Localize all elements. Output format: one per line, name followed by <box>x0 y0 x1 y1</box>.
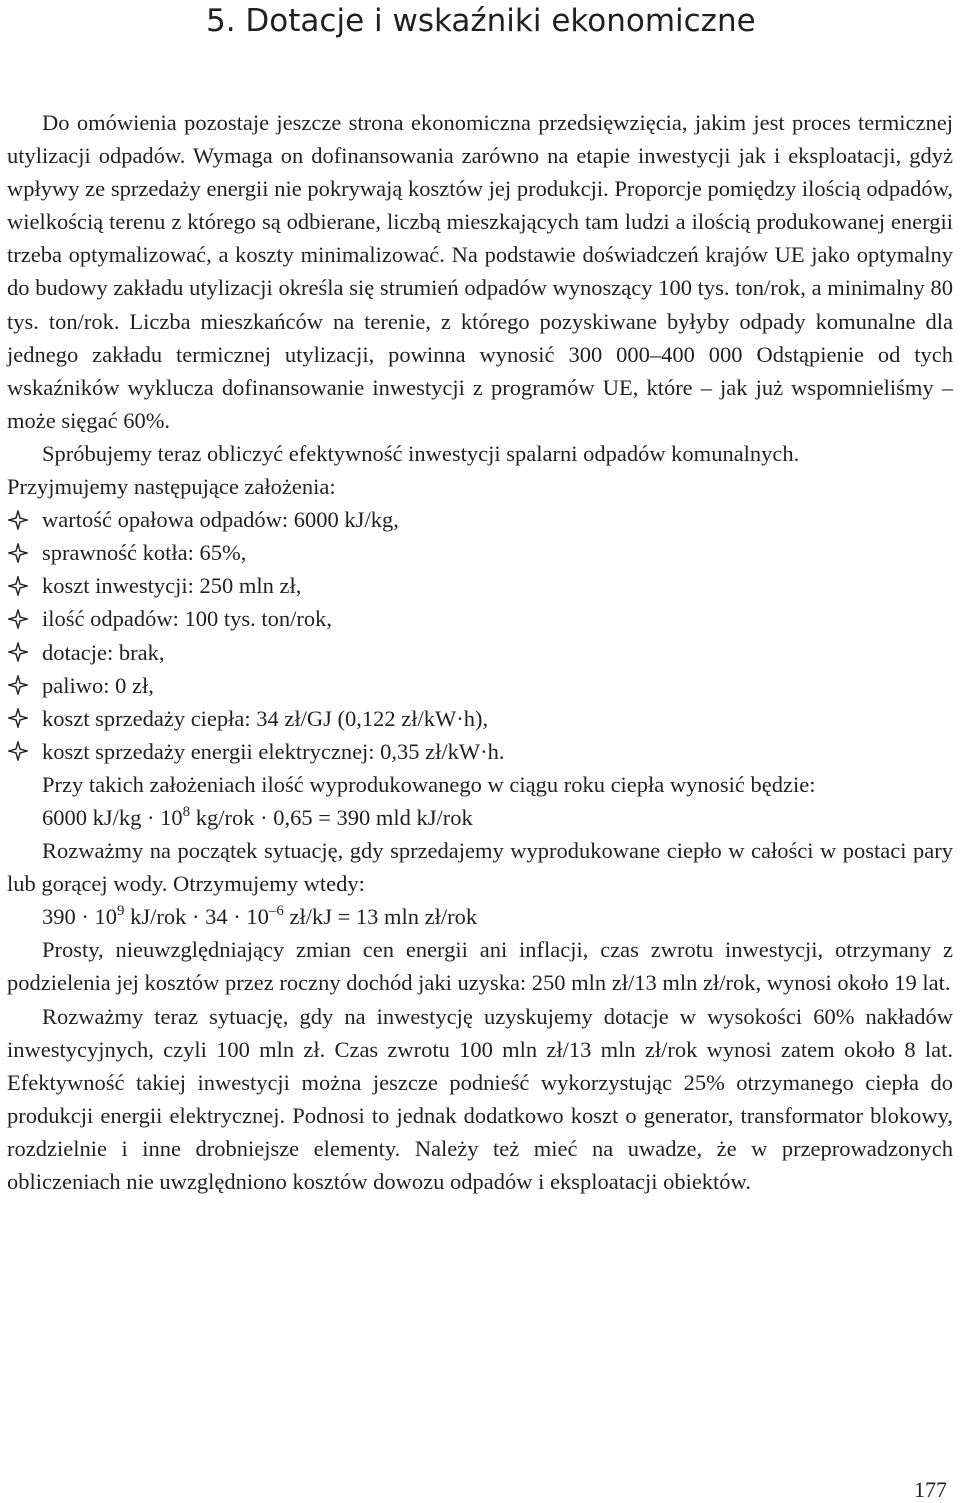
bullet-star-icon <box>7 735 29 768</box>
bullet-star-icon <box>7 536 29 569</box>
document-body <box>7 106 953 1198</box>
intro-paragraph: Do omówienia pozostaje jeszcze strona ekonomiczna przedsięwzięcia, jakim jest proces termicznej utylizacji odpadów. Wymaga on dofinansowania zarówno na etapie inwestycji jak i eksploatacji, gdyż wpływy ze sprzedaży energii nie pokrywają kosztów jej produkcji. Proporcje pomiędzy ilością odpadów, wielkością terenu z którego są odbierane, liczbą mieszkających tam ludzi a ilością produkowanej energii trzeba optymalizować, a koszty minimalizować. Na podstawie doświadczeń krajów UE jako optymalny do budowy zakładu utylizacji określa się strumień odpadów wynoszący 100 tys. ton/rok, a minimalny 80 tys. ton/rok. Liczba mieszkańców na terenie, z którego pozyskiwane byłyby odpady komunalne dla jednego zakładu termicznej utylizacji, powinna wynosić 300 000–400 000 Odstąpienie od tych wskaźników wyklucza dofinansowanie inwestycji z programów UE, które – jak już wspomnieliśmy – może sięgać 60%. <box>7 110 953 433</box>
heat-sales-paragraph: Rozważmy na początek sytuację, gdy sprzedajemy wyprodukowane ciepło w całości w postaci pary lub gorącej wody. Otrzymujemy wtedy: <box>7 838 953 897</box>
bullet-star-icon <box>7 602 29 635</box>
list-item <box>7 536 953 569</box>
heat-production-formula: 6000 $kJ/kg \cdot 10^8$ kg/rok · 0,65 = 390 mld kJ/rok <box>42 803 473 830</box>
bullet-star-icon <box>7 503 29 536</box>
heat-production-paragraph: Przy takich założeniach ilość wyprodukowanego w ciągu roku ciepła wynosić będzie: <box>42 771 816 797</box>
assumptions-heading: Przyjmujemy następujące założenia: <box>7 474 336 500</box>
calculation-intro-paragraph: Spróbujemy teraz obliczyć efektywność inwestycji spalarni odpadów komunalnych. <box>42 440 800 466</box>
bullet-star-icon <box>7 569 29 602</box>
assumption-text: sprawność kotła: 65%, <box>42 540 247 566</box>
section-title: 5. Dotacje i wskaźniki ekonomiczne <box>206 3 756 39</box>
assumption-text: ilość odpadów: 100 tys. ton/rok, <box>42 606 332 632</box>
assumption-text: dotacje: brak, <box>42 639 165 665</box>
assumption-text: paliwo: 0 zł, <box>42 672 154 698</box>
assumption-text: wartość opałowa odpadów: 6000 kJ/kg, <box>42 507 399 533</box>
assumptions-list <box>7 503 953 768</box>
list-item <box>7 636 953 669</box>
list-item <box>7 503 953 536</box>
list-item <box>7 602 953 635</box>
payback-paragraph: Prosty, nieuwzględniający zmian cen energii ani inflacji, czas zwrotu inwestycji, otrzymany z podzielenia jej kosztów przez roczny dochód jaki uzyska: 250 mln zł/13 mln zł/rok, wynosi około 19 lat. <box>7 937 953 996</box>
bullet-star-icon <box>7 636 29 669</box>
page-number: 177 <box>914 1477 947 1502</box>
bullet-star-icon <box>7 702 29 735</box>
subsidy-paragraph: Rozważmy teraz sytuację, gdy na inwestycję uzyskujemy dotacje w wysokości 60% nakładów inwestycyjnych, czyli 100 mln zł. Czas zwrotu 100 mln zł/13 mln zł/rok wynosi zatem około 8 lat. Efektywność takiej inwestycji można jeszcze podnieść wykorzystując 25% otrzymanego ciepła do produkcji energii elektrycznej. Podnosi to jednak dodatkowo koszt o generator, transformator blokowy, rozdzielnie i inne drobniejsze elementy. Należy też mieć na uwadze, że w przeprowadzonych obliczeniach nie uwzględniono kosztów dowozu odpadów i eksploatacji obiektów. <box>7 1003 953 1194</box>
list-item <box>7 702 953 735</box>
bullet-star-icon <box>7 669 29 702</box>
assumption-text: koszt inwestycji: 250 mln zł, <box>42 573 302 599</box>
list-item <box>7 569 953 602</box>
list-item <box>7 735 953 768</box>
assumption-text: koszt sprzedaży ciepła: 34 zł/GJ (0,122 zł/kW·h), <box>42 705 489 731</box>
assumption-text: koszt sprzedaży energii elektrycznej: 0,35 zł/kW·h. <box>42 738 505 764</box>
annual-income-formula: $390 \cdot 10^9$ $kJ/rok \cdot 34 \cdot 10^{-6}$ zł/kJ = 13 mln zł/rok <box>42 903 478 930</box>
list-item <box>7 669 953 702</box>
